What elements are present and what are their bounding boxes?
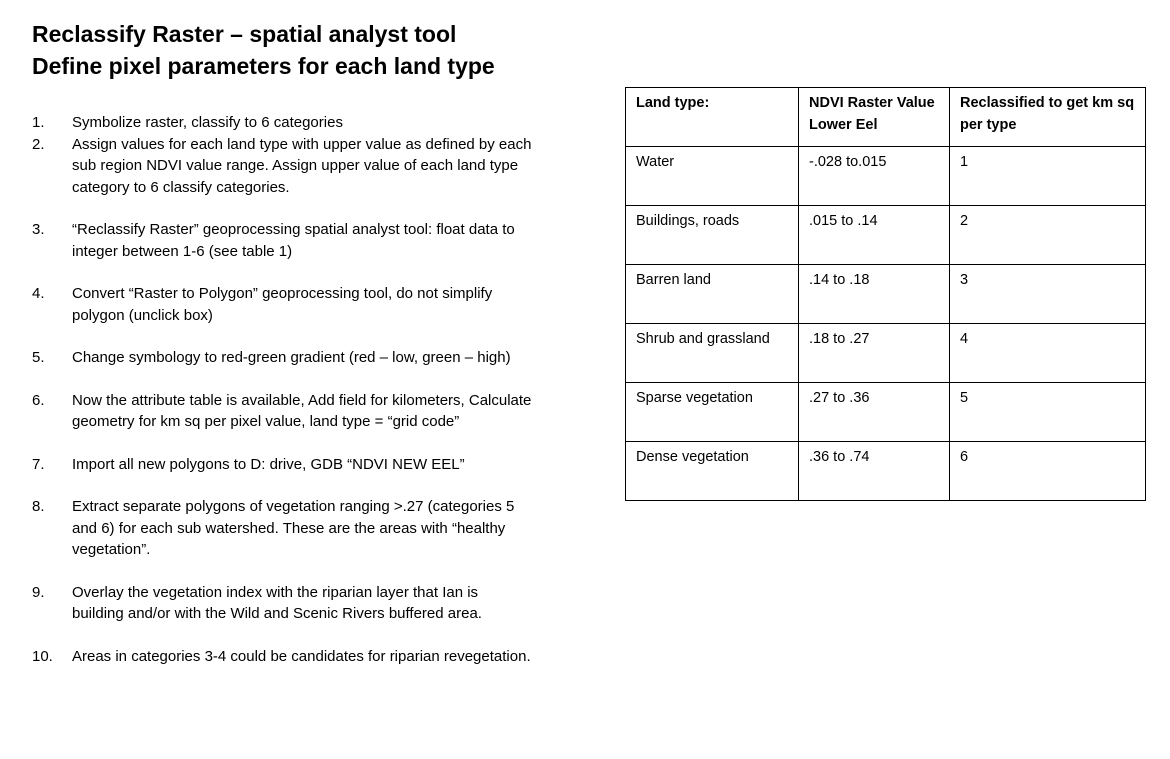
table-row bbox=[626, 206, 1146, 265]
page-title bbox=[32, 18, 495, 82]
steps-list bbox=[32, 112, 532, 667]
cell-ndvi-range: .36 to .74 bbox=[799, 442, 950, 501]
cell-class: 2 bbox=[950, 206, 1146, 265]
table-row bbox=[626, 265, 1146, 324]
cell-ndvi-range: .27 to .36 bbox=[799, 383, 950, 442]
cell-class: 1 bbox=[950, 147, 1146, 206]
step-text: Import all new polygons to D: drive, GDB “NDVI NEW EEL” bbox=[72, 455, 465, 473]
step-item bbox=[32, 582, 532, 625]
cell-land-type: Barren land bbox=[626, 265, 799, 324]
table-row bbox=[626, 324, 1146, 383]
cell-ndvi-range: .18 to .27 bbox=[799, 324, 950, 383]
cell-class: 5 bbox=[950, 383, 1146, 442]
step-number: 3. bbox=[32, 221, 45, 238]
step-number: 5. bbox=[32, 349, 45, 366]
step-item bbox=[32, 134, 532, 199]
cell-land-type: Sparse vegetation bbox=[626, 383, 799, 442]
table-row bbox=[626, 147, 1146, 206]
step-text: Now the attribute table is available, Add field for kilometers, Calculate geometry for km sq per pixel value, land type = “grid code” bbox=[72, 391, 532, 430]
cell-land-type: Shrub and grassland bbox=[626, 324, 799, 383]
header-land-type: Land type: bbox=[626, 88, 799, 147]
cell-land-type: Buildings, roads bbox=[626, 206, 799, 265]
step-item bbox=[32, 646, 532, 668]
cell-land-type: Water bbox=[626, 147, 799, 206]
step-text: Assign values for each land type with upper value as defined by each sub region NDVI value range. Assign upper value of each land type category to 6 classify categories. bbox=[72, 135, 532, 196]
table-header-row bbox=[626, 88, 1146, 147]
step-number: 2. bbox=[32, 135, 45, 153]
step-text: Areas in categories 3-4 could be candidates for riparian revegetation. bbox=[72, 647, 531, 665]
cell-class: 3 bbox=[950, 265, 1146, 324]
cell-class: 6 bbox=[950, 442, 1146, 501]
step-item bbox=[32, 496, 532, 561]
step-number: 4. bbox=[32, 285, 45, 302]
table-row bbox=[626, 383, 1146, 442]
step-text: Symbolize raster, classify to 6 categories bbox=[72, 114, 343, 131]
step-item bbox=[32, 283, 532, 326]
step-number: 9. bbox=[32, 583, 45, 601]
cell-class: 4 bbox=[950, 324, 1146, 383]
step-number: 10. bbox=[32, 647, 53, 665]
title-line-1: Reclassify Raster – spatial analyst tool bbox=[32, 21, 457, 47]
step-text: Convert “Raster to Polygon” geoprocessing tool, do not simplify polygon (unclick box) bbox=[72, 285, 493, 324]
step-item bbox=[32, 390, 532, 433]
step-item bbox=[32, 347, 532, 369]
step-text: “Reclassify Raster” geoprocessing spatial analyst tool: float data to integer between 1-6 (see table 1) bbox=[72, 221, 515, 260]
step-number: 7. bbox=[32, 455, 45, 473]
step-number: 6. bbox=[32, 391, 45, 409]
step-number: 8. bbox=[32, 498, 45, 515]
cell-ndvi-range: -.028 to.015 bbox=[799, 147, 950, 206]
header-reclassified: Reclassified to get km sq per type bbox=[950, 88, 1146, 147]
step-item bbox=[32, 454, 532, 476]
step-text: Extract separate polygons of vegetation ranging >.27 (categories 5 and 6) for each sub watershed. These are the areas with “healthy vegetation”. bbox=[72, 498, 515, 558]
step-item bbox=[32, 219, 532, 262]
cell-ndvi-range: .14 to .18 bbox=[799, 265, 950, 324]
step-text: Change symbology to red-green gradient (red – low, green – high) bbox=[72, 349, 511, 366]
cell-ndvi-range: .015 to .14 bbox=[799, 206, 950, 265]
title-line-2: Define pixel parameters for each land type bbox=[32, 53, 495, 79]
step-item bbox=[32, 112, 532, 134]
table-row bbox=[626, 442, 1146, 501]
step-text: Overlay the vegetation index with the riparian layer that Ian is building and/or with the Wild and Scenic Rivers buffered area. bbox=[72, 583, 482, 622]
step-number: 1. bbox=[32, 114, 45, 131]
cell-land-type: Dense vegetation bbox=[626, 442, 799, 501]
land-type-table bbox=[625, 87, 1146, 501]
header-ndvi-value: NDVI Raster Value Lower Eel bbox=[799, 88, 950, 147]
